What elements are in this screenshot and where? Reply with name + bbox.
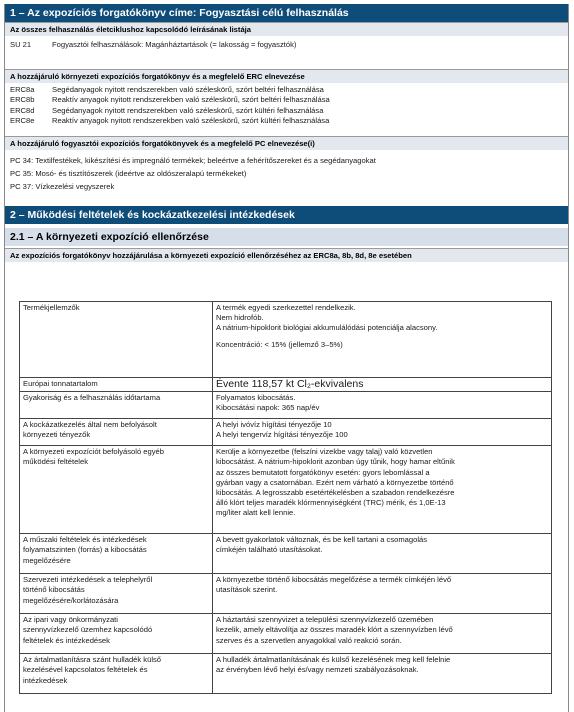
document-page [4,4,569,712]
row-label: Gyakoriság és a felhasználás időtartama [20,392,213,419]
erc-item [5,95,568,106]
row-label: A környezeti expozíciót befolyásoló egyéb működési feltételek [20,446,213,534]
row-label: Szervezeti intézkedések a telephelyről történő kibocsátás megelőzésére/korlátozására [20,574,213,614]
su-row [5,36,568,51]
row-label: A kockázatkezelés által nem befolyásolt környezeti tényezők [20,419,213,446]
erc-list [5,83,568,127]
row-value: Évente 118,57 kt Cl₂-ekvivalens [213,378,552,392]
su-code: SU 21 [10,40,32,49]
pc-list [5,150,568,193]
row-label: Termékjellemzők [20,302,213,378]
pc-item: PC 34: Textilfestékek, kikészítési és impregnáló termékek; beleértve a fehérítőszereket és a segédanyagokat [10,155,376,165]
table-row [20,302,552,378]
table-row [20,654,552,694]
table-row [20,392,552,419]
conditions-table [19,301,552,694]
row-label: A műszaki feltételek és intézkedések folyamatszinten (forrás) a kibocsátás megelőzésére [20,534,213,574]
erc-text: Segédanyagok nyitott rendszerekben való széleskörű, szórt beltéri felhasználása [52,84,324,94]
erc-item [5,106,568,117]
erc-code: ERC8b [10,95,35,104]
row-value: Folyamatos kibocsátás. Kibocsátási napok: 365 nap/év [213,392,552,419]
row-value: A helyi ivóvíz hígítási tényezője 10 A helyi tengervíz hígítási tényezője 100 [213,419,552,446]
row-value: A termék egyedi szerkezettel rendelkezik. Nem hidrofób. A nátrium-hipoklorit biológiai akkumulálódási potenciálja alacsony. Koncentráció: < 15% (jellemző 3–5%) [213,302,552,378]
section-2-1-title: 2.1 – A környezeti expozíció ellenőrzése [5,228,568,246]
erc-text: Reaktív anyagok nyitott rendszerekben való széleskörű, szórt kültéri felhasználása [52,116,330,125]
table-row [20,614,552,654]
pc-item: PC 35: Mosó- és tisztítószerek (ideértve az oldószeralapú termékeket) [10,168,247,178]
row-value: A környezetbe történő kibocsátás megelőzése a termék címkéjén lévő utasítások szerint. [213,574,552,614]
erc-item [5,85,568,96]
row-label: Az ipari vagy önkormányzati szennyvízkezelő üzemhez kapcsolódó feltételek és intézkedések [20,614,213,654]
row-label: Európai tonnatartalom [20,378,213,392]
row-label: Az ártalmatlanításra szánt hulladék külső kezelésével kapcsolatos feltételek és intézkedések [20,654,213,694]
env-exposure-header: Az expozíciós forgatókönyv hozzájárulása a környezeti expozíció ellenőrzéséhez az ERC8a, 8b, 8d, 8e esetében [5,248,568,262]
erc-code: ERC8e [10,116,35,125]
erc-code: ERC8d [10,105,35,115]
row-value: A bevett gyakorlatok változnak, és be kell tartani a csomagolás címkéjén található utasításokat. [213,534,552,574]
erc-text: Reaktív anyagok nyitott rendszerekben való széleskörű, szórt beltéri felhasználása [52,95,330,104]
table-row [20,446,552,534]
su-text: Fogyasztói felhasználások: Magánháztartások (= lakosság = fogyasztók) [52,40,297,49]
erc-code: ERC8a [10,84,35,94]
pc-header: A hozzájáruló fogyasztói expozíciós forgatókönyvek és a megfelelő PC elnevezése(i) [5,136,568,150]
su-list-header: Az összes felhasználás életciklushoz kapcsolódó leírásának listája [5,22,568,36]
row-value: A hulladék ártalmatlanításának és külső kezelésének meg kell felelnie az érvényben lévő helyi és/vagy nemzeti szabályozásoknak. [213,654,552,694]
erc-text: Segédanyagok nyitott rendszerekben való széleskörű, szórt kültéri felhasználása [52,105,324,115]
pc-item: PC 37: Vízkezelési vegyszerek [10,181,115,191]
row-value: A háztartási szennyvizet a települési szennyvízkezelő üzemében kezelik, amely eltávolítja az összes maradék klórt a szennyvízben lévő szerves és a szervetlen anyagokkal való reakció során. [213,614,552,654]
table-row [20,378,552,392]
section-1-title: 1 – Az expozíciós forgatókönyv címe: Fogyasztási célú felhasználás [5,4,568,22]
row-value: Kerülje a környezetbe (felszíni vizekbe vagy talaj) való közvetlen kibocsátást. A nátrium-hipoklorit azonban úgy tűnik, hogy hamar eltűnik az összes bemutatott forgatókönyv esetén: gyors lebomlással a gyárban vagy a csatornában. Ezért nem várható a környezetbe történő kibocsátás. A legrosszabb esetértékelésben a szabadon rendelkezésre álló klórt teljes maradék klórmennyiségként (TRC) mérik, és 1,0E-13 mg/liter alatt kell lennie. [213,446,552,534]
section-2-title: 2 – Működési feltételek és kockázatkezelési intézkedések [5,206,568,224]
table-row [20,574,552,614]
table-row [20,534,552,574]
erc-header: A hozzájáruló környezeti expozíciós forgatókönyv és a megfelelő ERC elnevezése [5,69,568,83]
erc-item [5,116,568,127]
table-row [20,419,552,446]
